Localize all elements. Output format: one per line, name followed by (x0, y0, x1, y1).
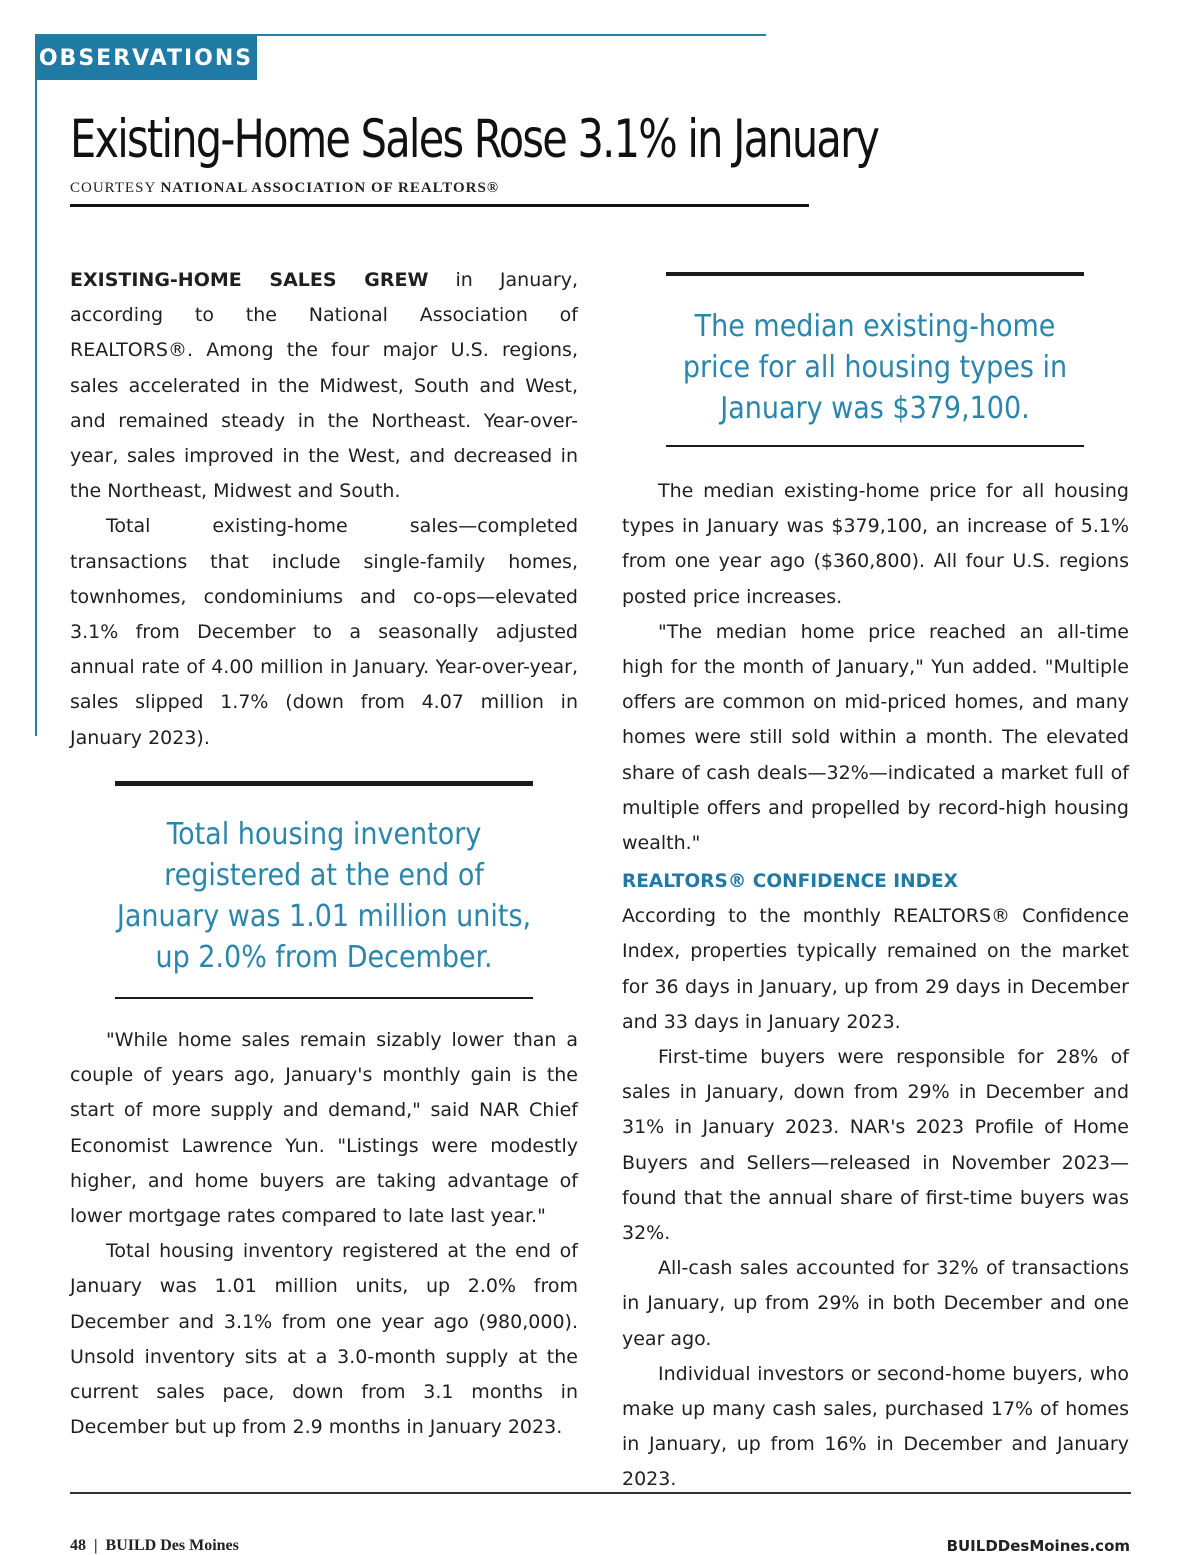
page-title: Existing-Home Sales Rose 3.1% in January (70, 109, 879, 170)
section-subheading: REALTORS® CONFIDENCE INDEX (622, 871, 958, 892)
paragraph: All-cash sales accounted for 32% of transactions in January, up from 29% in both December and one year ago. (622, 1257, 1129, 1350)
paragraph: Total existing-home sales—completed transactions that include single-family homes, townhomes, condominiums and co-ops—elevated 3.1% from December to a seasonally adjusted annual rate of 4.00 million in January. Year-over-year, sales slipped 1.7% (down from 4.07 million in January 2023). (70, 515, 578, 749)
paragraph: "The median home price reached an all-time high for the month of January," Yun added. "Multiple offers are common on mid-priced homes, and many homes were still sold within a month. The elevated share of cash deals—32%—indicated a market full of multiple offers and propelled by record-high housing wealth." (622, 620, 1129, 855)
pull-quote-rule-top (666, 272, 1084, 276)
paragraph-text: in January, according to the National Association of REALTORS®. Among the four major U.S. regions, sales accelerated in the Midwest, South and West, and remained steady in the Northeast. Year-over-year, sales improved in the West, and decreased in the Northeast, Midwest and South. (70, 269, 578, 503)
pull-quote-right: The median existing-home price for all housing types in January was $379,100. (682, 309, 1068, 426)
website-url: BUILDDesMoines.com (946, 1537, 1130, 1555)
publication-name: BUILD Des Moines (105, 1537, 239, 1554)
credit-source: NATIONAL ASSOCIATION OF REALTORS® (160, 180, 500, 196)
credit-line (70, 180, 499, 197)
paragraph: According to the monthly REALTORS® Confidence Index, properties typically remained on the market for 36 days in January, up from 29 days in December and 33 days in January 2023. (622, 905, 1129, 1033)
section-label: OBSERVATIONS (35, 36, 257, 80)
title-underline (70, 204, 809, 207)
paragraph: "While home sales remain sizably lower than a couple of years ago, January's monthly gain is the start of more supply and demand," said NAR Chief Economist Lawrence Yun. "Listings were modestly higher, and home buyers are taking advantage of lower mortgage rates compared to late last year." (70, 1029, 578, 1228)
pull-quote-rule-bottom (666, 445, 1084, 447)
frame-left-rule (35, 34, 37, 736)
right-column-top (622, 474, 1129, 861)
footer-folio (70, 1537, 239, 1555)
left-column-bottom (70, 1023, 578, 1445)
right-column-bottom (622, 864, 1129, 1498)
paragraph: The median existing-home price for all housing types in January was $379,100, an increase of 5.1% from one year ago ($360,800). All four U.S. regions posted price increases. (622, 480, 1129, 608)
lead-in: EXISTING-HOME SALES GREW (70, 269, 429, 291)
footer-rule (70, 1492, 1131, 1494)
pull-quote-left: Total housing inventory registered at the end of January was 1.01 million units, up 2.0% from December. (116, 817, 532, 975)
paragraph (70, 263, 578, 509)
pull-quote-rule-bottom (115, 997, 533, 999)
paragraph: Total housing inventory registered at the end of January was 1.01 million units, up 2.0% from December and 3.1% from one year ago (980,000). Unsold inventory sits at a 3.0-month supply at the current sales pace, down from 3.1 months in December but up from 2.9 months in January 2023. (70, 1240, 578, 1439)
left-column-top (70, 263, 578, 756)
paragraph: First-time buyers were responsible for 28% of sales in January, down from 29% in December and 31% in January 2023. NAR's 2023 Profile of Home Buyers and Sellers—released in November 2023—found that the annual share of first-time buyers was 32%. (622, 1046, 1129, 1245)
credit-prefix: COURTESY (70, 180, 156, 196)
paragraph: Individual investors or second-home buyers, who make up many cash sales, purchased 17% of homes in January, up from 16% in December and January 2023. (622, 1362, 1129, 1491)
pull-quote-rule-top (115, 781, 533, 786)
page-number: 48 (70, 1537, 86, 1554)
footer-separator: | (94, 1537, 98, 1554)
